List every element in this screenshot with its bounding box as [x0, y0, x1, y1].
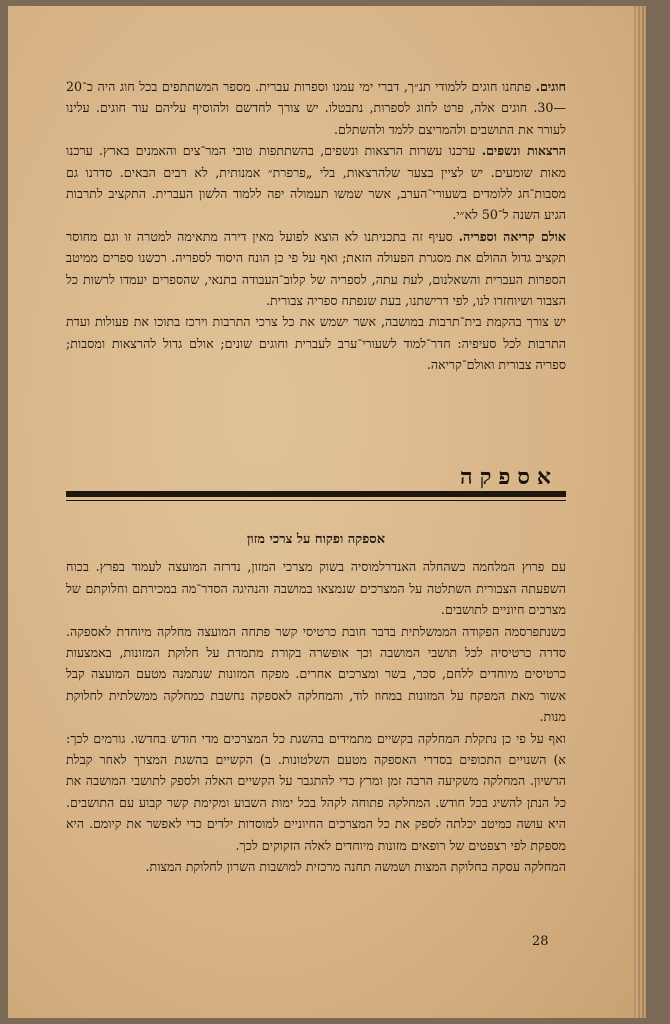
page-number: 28: [532, 934, 549, 949]
page-sheet: [8, 6, 634, 1018]
supply-paragraph: עם פרוץ המלחמה כשהחלה האנדרלמוסיה בשוק מצרכי המזון, נדרזה המועצה לעמוד בפרץ. בכוח השפעתה הצבורית השתלטה על המצרכים שנמצאו במושבה והנהיגה הסדר־מה במכירתם וחלוקתם של מצרכים חיוניים לתושבים.: [66, 559, 566, 618]
paragraph-culture-house: [66, 311, 566, 375]
supply-paragraph: ואף על פי כן נתקלת המחלקה בקשיים מתמידים בהשגת כל המצרכים מדי חודש בחדשו. גורמים לכך: א) השנויים התכופים בסדרי האספקה מטעם השלטונות. ב) הקשיים בהשגת המצרך לאחר קבלת הרשיון. המחלקה משקיעה הרבה זמן ומרץ כדי להתגבר על הקשיים האלה ולספק לתושבי המושבה את כל הנתן להשיג בכל חודש. המחלקה פתוחה לקהל בכל ימות השבוע ומקימת קשר קבוע עם התושבים. היא עושה כמיטב יכלתה לספק את כל המצרכים החיוניים למוסדות ילדים כדי לאפשר את קיומם. היא מספקת לפי רצפטים של רופאים מזונות מיוחדים לאלה הזקוקים לכך.: [66, 730, 566, 853]
section-thin-rule: [66, 500, 566, 501]
keyword-lectures: הרצאות ונשפים.: [481, 143, 566, 159]
paragraph-lectures: [66, 140, 566, 226]
keyword-circles: חוגים.: [535, 79, 566, 94]
supply-paragraph: כשנתפרסמה הפקודה הממשלתית בדבר חובת כרטיסי קשר פתחה המועצה מחלקה מיוחדת לאספקה. סדרה כרטיסיה לכל תושבי המושבה וכך אופשרה בקורת מתמדת על חלוקת המזונות, באמצעות כרטיסים מיוחדים ללחם, סכר, בשר ומצרכים אחרים. מפקח המזונות שנתמנה מטעם המועצה קבל אשור מאת המפקח על המזונות במחוז לוד, והמחלקה לאספקה נחשבת כמחלקה ממשלתית לחלוקת מנות.: [66, 623, 566, 725]
paragraph-text: סעיף זה בתכניתנו לא הוצא לפועל מאין דירה מתאימה למטרה זו וגם מחוסר תקציב גדול ההולם את מסגרת הפעולה הזאת; ואף על פי כן הונח היסוד לספריה. רכשנו ספרים ממיטב הספרות העברית והשאלנום, לעת עתה, לספריה של קלוב־העבודה בתנאי, שהספרים יעמדו לרשות כל הצבור ושיוחזרו לנו, לפי דרישתנו, בעת שנפתח ספריה צבורית.: [66, 228, 566, 309]
paragraph-text: יש צורך בהקמת בית־תרבות במושבה, אשר ישמש את כל צרכי התרבות וירכז בתוכו את פעולות ועדת התרבות לכל סעיפיה: חדר־למוד לשעורי־ערב לעברית וחוגים שונים; אולם גדול להרצאות ומסבות; ספריה צבורית ואולם־קריאה.: [66, 314, 566, 373]
paragraph-circles: [66, 76, 566, 140]
paragraph-text: פתחנו חוגים ללמודי תנ״ך, דברי ימי עמנו וספרות עברית. מספר המשתתפים בכל חוג היה כ־20—30. חוגים אלה, פרט לחוג לספרות, נתבטלו. יש צורך לחדשם ולהוסיף עליהם עוד חוגים. עלינו לעורר את התושבים ולהמריצם ללמד ולהשתלם.: [66, 79, 566, 137]
supply-subtitle: אספקה ופקוח על צרכי מזון: [246, 532, 386, 547]
section-title: אספקה: [459, 464, 558, 490]
paragraph-reading-hall: [66, 226, 566, 312]
supply-section: [66, 529, 566, 878]
section-thick-rule: [66, 491, 566, 497]
paragraph-text: ערכנו עשרות הרצאות ונשפים, בהשתתפות טובי המר־צים והאמנים בארץ. ערכנו מאות שומעים. יש לציין בצער שלהרצאות, בלי „פרפרת״ אמנותית, לא רבים הבאים. סדרנו גם מסבות־חג ללומדים בשעורי־הערב, אשר שמשו תעמולה יפה ללמוד הלשון העברית. התקציב לתרבות הגיע השנה ל־50 לא״י.: [66, 143, 566, 223]
section-header: [66, 464, 566, 504]
keyword-reading-hall: אולם קריאה וספריה.: [458, 228, 566, 244]
supply-paragraph: המחלקה עסקה בחלוקת המצות ושמשה תחנה מרכזית למושבות השרון לחלוקת המצות.: [145, 859, 566, 875]
top-section: [66, 76, 566, 376]
